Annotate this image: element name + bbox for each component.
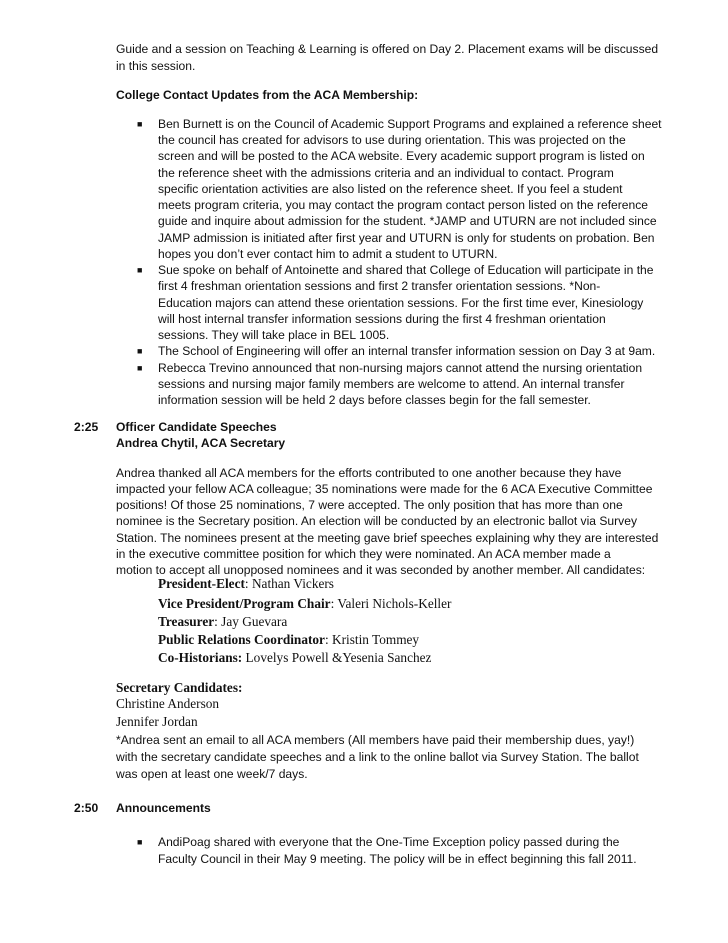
bullet-icon: ■ <box>137 119 143 129</box>
bullet-line: Faculty Council in their May 9 meeting. The policy will be in effect beginning this fall 2011. <box>158 852 637 866</box>
candidate-role: President-Elect <box>158 576 245 591</box>
candidate-role: Public Relations Coordinator <box>158 632 325 647</box>
bullet-line: screen and will be posted to the ACA website. Every academic support program is listed on <box>158 149 645 163</box>
bullet-line: guide and inquire about admission for the student. *JAMP and UTURN are not included since <box>158 214 657 228</box>
agenda-time: 2:25 <box>74 420 99 434</box>
paragraph-line: with the secretary candidate speeches and a link to the online ballot via Survey Station. The ballot <box>116 750 639 764</box>
paragraph-line: was open at least one week/7 days. <box>116 767 308 781</box>
bullet-line: The School of Engineering will offer an internal transfer information session on Day 3 at 9am. <box>158 344 656 358</box>
section-subtitle: Andrea Chytil, ACA Secretary <box>116 436 286 450</box>
bullet-line: will host internal transfer information sessions during the first 4 freshman orientation <box>158 312 606 326</box>
bullet-line: Education majors can attend these orientation sessions. For the first time ever, Kinesiology <box>158 296 644 310</box>
candidate-entry <box>158 632 419 648</box>
bullet-line: hopes you don’t ever contact him to admit a student to UTURN. <box>158 247 498 261</box>
candidate-separator: : <box>330 596 338 611</box>
candidate-name: Lovelys Powell &Yesenia Sanchez <box>245 650 432 665</box>
college-contact-heading: College Contact Updates from the ACA Membership: <box>116 88 419 102</box>
candidate-name: Kristin Tommey <box>331 632 420 647</box>
candidate-role: Treasurer <box>158 614 215 629</box>
bullet-line: the reference sheet with the admissions criteria and an individual to contact. Program <box>158 166 614 180</box>
bullet-line: first 4 freshman orientation sessions and first 2 transfer orientation sessions. *Non- <box>158 279 601 293</box>
bullet-line: meets program criteria, you may contact the program contact person listed on the reference <box>158 198 649 212</box>
bullet-line: specific orientation activities are also listed on the reference sheet. If you feel a student <box>158 182 623 196</box>
candidate-entry <box>158 614 287 630</box>
bullet-line: AndiPoag shared with everyone that the One-Time Exception policy passed during the <box>158 835 620 849</box>
intro-line: in this session. <box>116 59 196 73</box>
candidate-separator: : <box>324 632 332 647</box>
paragraph-line: Andrea thanked all ACA members for the efforts contributed to one another because they have <box>116 466 622 480</box>
bullet-line: Sue spoke on behalf of Antoinette and shared that College of Education will participate in the <box>158 263 654 277</box>
candidate-entry <box>158 576 334 592</box>
candidate-role: Co-Historians: <box>158 650 243 665</box>
section-title: Officer Candidate Speeches <box>116 420 277 434</box>
agenda-time: 2:50 <box>74 801 99 815</box>
paragraph-line: motion to accept all unopposed nominees and it was seconded by another member. All candidates: <box>116 563 646 577</box>
bullet-line: sessions. They will take place in BEL 1005. <box>158 328 390 342</box>
bullet-icon: ■ <box>137 837 143 847</box>
paragraph-line: Station. The nominees present at the meeting gave brief speeches explaining why they are interested <box>116 531 659 545</box>
bullet-line: Rebecca Trevino announced that non-nursing majors cannot attend the nursing orientation <box>158 361 643 375</box>
secretary-candidate: Jennifer Jordan <box>116 714 198 729</box>
candidate-entry <box>158 650 431 666</box>
bullet-line: JAMP admission is initiated after first year and UTURN is only for students on probation. Ben <box>158 231 655 245</box>
secretary-candidate: Christine Anderson <box>116 696 220 711</box>
bullet-icon: ■ <box>137 265 143 275</box>
bullet-line: Ben Burnett is on the Council of Academic Support Programs and explained a reference sheet <box>158 117 662 131</box>
bullet-icon: ■ <box>137 346 143 356</box>
candidate-separator: : <box>244 576 252 591</box>
candidate-role: Vice President/Program Chair <box>158 596 331 611</box>
candidate-entry <box>158 596 451 612</box>
candidate-name: Valeri Nichols-Keller <box>337 596 452 611</box>
candidate-name: Nathan Vickers <box>251 576 334 591</box>
intro-line: Guide and a session on Teaching & Learning is offered on Day 2. Placement exams will be discussed <box>116 42 659 56</box>
paragraph-line: in the executive committee position for which they were nominated. An ACA member made a <box>116 547 611 561</box>
section-title: Announcements <box>116 801 211 815</box>
paragraph-line: positions! Of those 25 nominations, 7 were accepted. The only position that has more than one <box>116 498 623 512</box>
secretary-heading: Secretary Candidates: <box>116 680 243 695</box>
bullet-line: information session will be held 2 days before classes begin for the fall semester. <box>158 393 591 407</box>
bullet-icon: ■ <box>137 363 143 373</box>
paragraph-line: impacted your fellow ACA colleague; 35 nominations were made for the 6 ACA Executive Committee <box>116 482 653 496</box>
bullet-line: the council has created for advisors to use during orientation. This was projected on the <box>158 133 626 147</box>
candidate-name: Jay Guevara <box>221 614 288 629</box>
candidate-separator: : <box>214 614 222 629</box>
bullet-line: sessions and nursing major family members are welcome to attend. An internal transfer <box>158 377 625 391</box>
paragraph-line: *Andrea sent an email to all ACA members (All members have paid their membership dues, yay!) <box>116 733 635 747</box>
paragraph-line: nominee is the Secretary position. An election will be conducted by an electronic ballot via Survey <box>116 514 637 528</box>
